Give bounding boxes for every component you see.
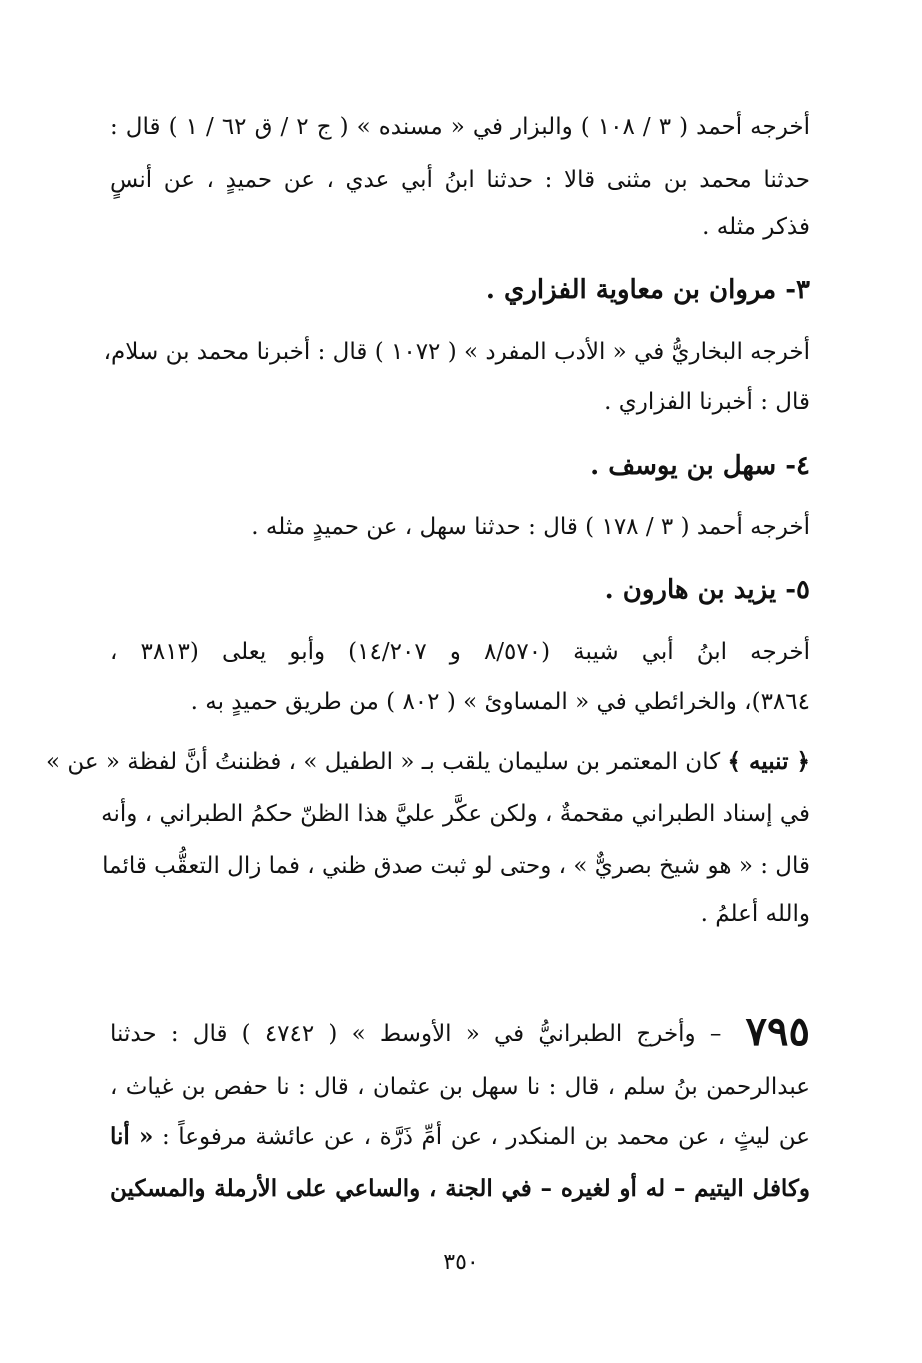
paragraph-1-line-1: أخرجه أحمد ( ٣ / ١٠٨ ) والبزار في « مسنده » ( ج ٢ / ق ٦٢ / ١ ) قال : — [110, 114, 811, 140]
hadith-line-3 — [110, 1120, 810, 1154]
paragraph-1-line-3: فذكر مثله . — [702, 214, 810, 240]
note-line-1-text: كان المعتمر بن سليمان يلقب بـ « الطفيل » ، فظننتُ أنَّ لفظة « عن » — [45, 749, 728, 775]
hadith-line-3-text: عن ليثٍ ، عن محمد بن المنكدر ، عن أمِّ ذَرَّة ، عن عائشة مرفوعاً : — [153, 1124, 810, 1150]
section-heading-3: ٣- مروان بن معاوية الفزاري . — [485, 275, 810, 305]
hadith-line-2: عبدالرحمن بنُ سلم ، قال : نا سهل بن عثمان ، قال : نا حفص بن غياث ، — [110, 1074, 810, 1100]
note-line-2: في إسناد الطبراني مقحمةٌ ، ولكن عكَّر عليَّ هذا الظنّ حكمُ الطبراني ، وأنه — [101, 801, 810, 827]
page-number: ٣٥٠ — [443, 1250, 479, 1275]
section-heading-4: ٤- سهل بن يوسف . — [590, 451, 810, 481]
paragraph-1-line-2: حدثنا محمد بن مثنى قالا : حدثنا ابنُ أبي عدي ، عن حميدٍ ، عن أنسٍ — [110, 167, 810, 193]
hadith-line-1-text: – وأخرج الطبرانيُّ في « الأوسط » ( ٤٧٤٢ ) قال : حدثنا — [110, 1021, 736, 1047]
hadith-matn-start: « أنا — [110, 1123, 154, 1150]
hadith-line-1 — [110, 1008, 810, 1055]
hadith-number: ٧٩٥ — [745, 1008, 810, 1055]
paragraph-4-line-1: أخرجه ابنُ أبي شيبة (٨/٥٧٠ و ١٤/٢٠٧) وأبو يعلى (٣٨١٣ ، — [110, 639, 810, 665]
hadith-line-4: وكافل اليتيم – له أو لغيره – في الجنة ، والساعي على الأرملة والمسكين — [110, 1175, 810, 1202]
paragraph-2-line-1: أخرجه البخاريُّ في « الأدب المفرد » ( ١٠٧٢ ) قال : أخبرنا محمد بن سلام، — [103, 339, 810, 365]
note-line-4: والله أعلمُ . — [700, 901, 810, 927]
paragraph-4-line-2: ٣٨٦٤)، والخرائطي في « المساوئ » ( ٨٠٢ ) من طريق حميدٍ به . — [190, 689, 810, 715]
section-heading-5: ٥- يزيد بن هارون . — [604, 575, 810, 605]
note-label: ﴿ تنبيه ﴾ — [727, 748, 810, 775]
paragraph-3-line-1: أخرجه أحمد ( ٣ / ١٧٨ ) قال : حدثنا سهل ، عن حميدٍ مثله . — [251, 514, 810, 540]
note-line-3: قال : « هو شيخ بصريٌّ » ، وحتى لو ثبت صدق ظني ، فما زال التعقُّب قائما — [102, 853, 810, 879]
note-line-1 — [45, 745, 810, 779]
paragraph-2-line-2: قال : أخبرنا الفزاري . — [604, 389, 810, 415]
